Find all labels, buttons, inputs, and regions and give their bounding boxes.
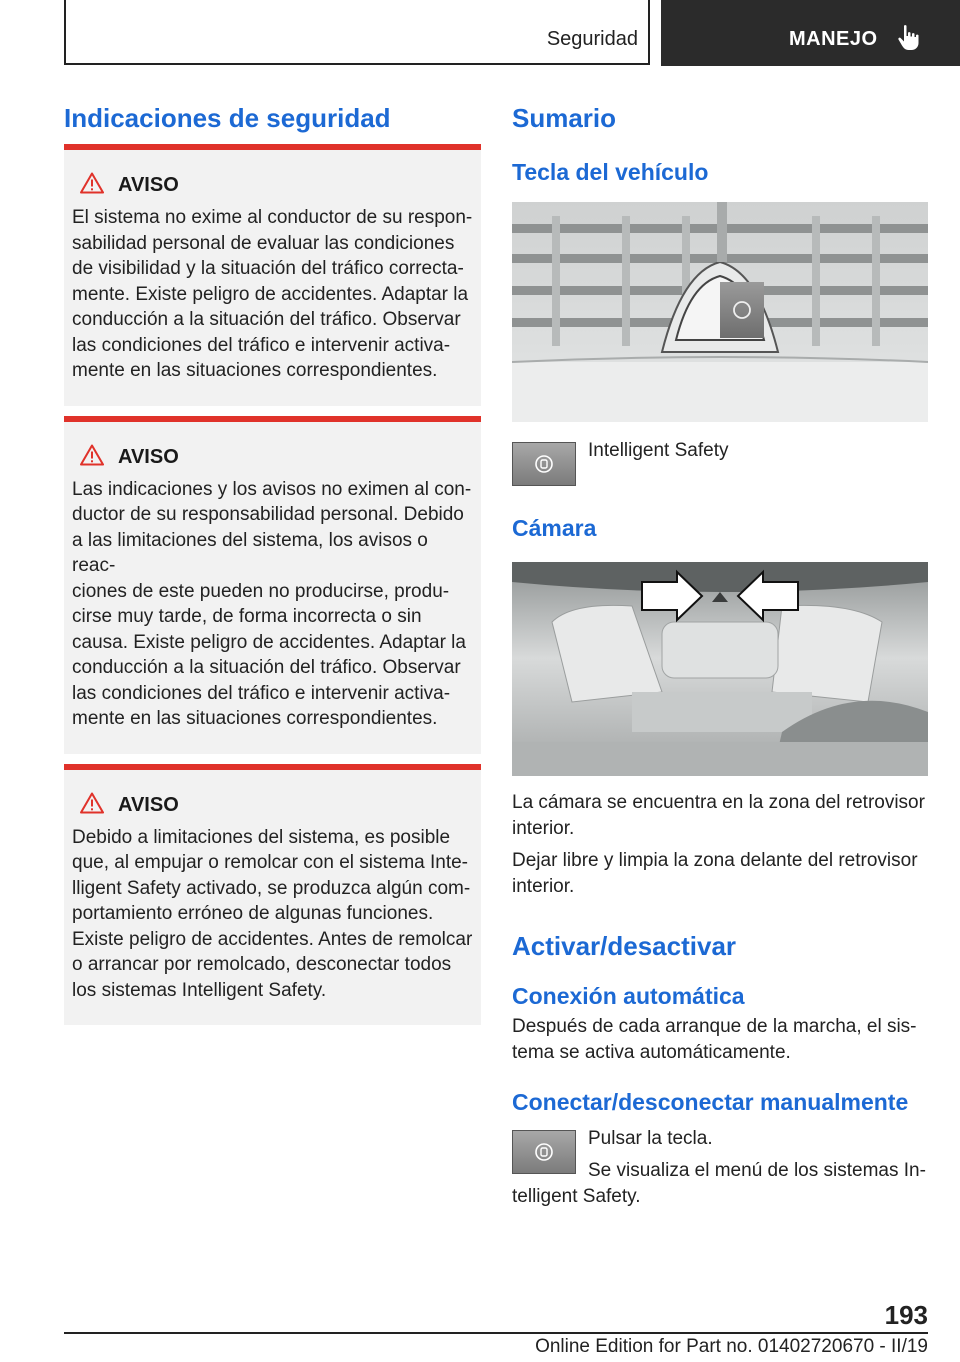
warning-line: las condiciones del tráfico e intervenir activa- xyxy=(72,334,451,356)
warning-line: ductor de su responsabilidad personal. Debido xyxy=(72,504,464,525)
warning-label: AVISO xyxy=(118,793,179,816)
warning-line: Existe peligro de accidentes. Antes de remolcar xyxy=(72,928,473,950)
warning-text xyxy=(72,205,473,384)
warning-line: mente en las situaciones correspondientes. xyxy=(72,708,438,729)
text-line: Después de cada arranque de la marcha, el sis- xyxy=(512,1016,917,1037)
text-line: interior. xyxy=(512,876,575,897)
warning-line: cirse muy tarde, de forma incorrecta o sin xyxy=(72,606,422,627)
warning-line: ciones de este pueden no producirse, produ- xyxy=(72,580,450,602)
text-line: tema se activa automáticamente. xyxy=(512,1042,791,1063)
warning-line: los sistemas Intelligent Safety. xyxy=(72,979,327,1001)
text-line: La cámara se encuentra en la zona del retrovisor xyxy=(512,792,925,813)
warning-line: mente en las situaciones correspondientes. xyxy=(72,360,438,381)
warning-label: AVISO xyxy=(118,174,179,196)
warning-triangle-icon xyxy=(80,792,104,819)
intelligent-safety-button[interactable] xyxy=(512,442,576,486)
warning-line: mente. Existe peligro de accidentes. Adaptar la xyxy=(72,283,469,305)
warning-text xyxy=(72,825,473,1004)
page-number: 193 xyxy=(884,1300,928,1330)
left-column xyxy=(64,100,481,1025)
warning-box-1 xyxy=(64,144,481,406)
warning-line: o arrancar por remolcado, desconectar todos xyxy=(72,954,452,975)
camera-heading: Cámara xyxy=(512,515,597,541)
warning-line: lligent Safety activado, se produzca algún com- xyxy=(72,877,471,899)
key-row-manual xyxy=(512,1130,928,1184)
warning-line: El sistema no exime al conductor de su respon- xyxy=(72,207,473,228)
hand-pointer-icon xyxy=(897,24,921,57)
warning-box-2 xyxy=(64,416,481,754)
vehicle-button-photo xyxy=(512,202,928,422)
camera-interior-photo xyxy=(512,562,928,776)
camera-clean-text xyxy=(512,848,928,900)
intelligent-safety-icon xyxy=(534,1142,554,1167)
footer-rule xyxy=(64,1332,928,1334)
key-label: Intelligent Safety xyxy=(588,440,729,461)
header-rule-bottom xyxy=(64,63,650,65)
warning-line: portamiento erróneo de algunas funciones. xyxy=(72,903,434,924)
warning-line: a las limitaciones del sistema, los avisos o reac- xyxy=(72,529,428,576)
text-line: Se visualiza el menú de los sistemas In- xyxy=(588,1160,926,1181)
header-chapter-tab[interactable] xyxy=(661,0,960,66)
safety-notes-heading: Indicaciones de seguridad xyxy=(64,103,391,133)
warning-line: Debido a limitaciones del sistema, es posible xyxy=(72,826,451,848)
warning-triangle-icon xyxy=(80,172,104,199)
text-line: Pulsar la tecla. xyxy=(588,1128,713,1149)
warning-line: de visibilidad y la situación del tráfico correcta- xyxy=(72,258,464,279)
warning-triangle-icon xyxy=(80,444,104,471)
auto-connect-heading: Conexión automática xyxy=(512,983,745,1009)
warning-line: Las indicaciones y los avisos no eximen al con- xyxy=(72,478,472,500)
warning-line: que, al empujar o remolcar con el sistema Inte- xyxy=(72,852,469,873)
header-rule-right xyxy=(648,0,650,64)
intelligent-safety-button[interactable] xyxy=(512,1130,576,1174)
intelligent-safety-icon xyxy=(534,454,554,479)
activate-heading: Activar/desactivar xyxy=(512,931,737,961)
vehicle-key-heading: Tecla del vehículo xyxy=(512,159,709,185)
warning-line: causa. Existe peligro de accidentes. Adaptar la xyxy=(72,631,466,653)
warning-line: conducción a la situación del tráfico. Observar xyxy=(72,657,461,678)
overview-heading: Sumario xyxy=(512,103,617,133)
warning-line: las condiciones del tráfico e intervenir activa- xyxy=(72,682,451,704)
manual-connect-heading: Conectar/desconectar manualmente xyxy=(512,1089,909,1115)
header-rule-left xyxy=(64,0,66,64)
warning-line: sabilidad personal de evaluar las condiciones xyxy=(72,232,455,254)
key-row-intelligent-safety xyxy=(512,442,928,486)
manual-connect-text xyxy=(588,1126,926,1184)
header-chapter-label: MANEJO xyxy=(789,28,878,50)
warning-text xyxy=(72,477,473,732)
header-section-title: Seguridad xyxy=(546,28,638,50)
warning-box-3 xyxy=(64,764,481,1026)
right-column xyxy=(512,100,928,1210)
text-line: Dejar libre y limpia la zona delante del retrovisor xyxy=(512,850,918,871)
warning-line: conducción a la situación del tráfico. Observar xyxy=(72,309,461,330)
text-line: interior. xyxy=(512,818,575,839)
camera-location-text xyxy=(512,790,928,842)
footer-edition: Online Edition for Part no. 01402720670 - II/19 xyxy=(535,1336,928,1357)
warning-label: AVISO xyxy=(118,445,179,468)
manual-connect-text-cont: telligent Safety. xyxy=(512,1186,641,1207)
auto-connect-text xyxy=(512,1014,928,1066)
